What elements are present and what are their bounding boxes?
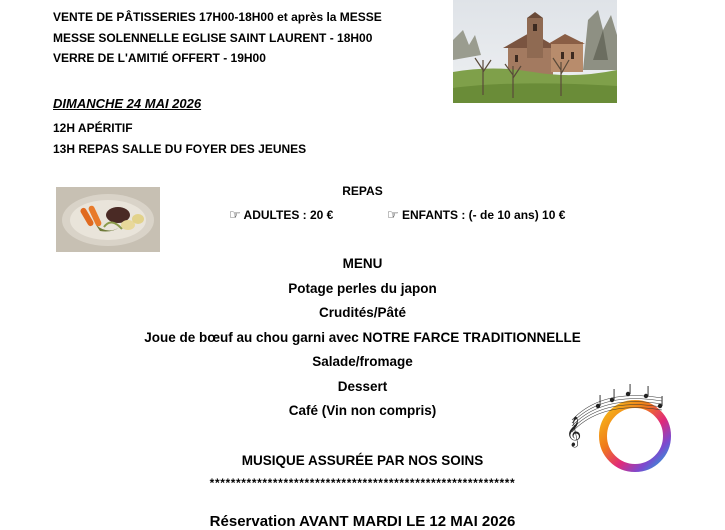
menu-title: MENU	[342, 256, 383, 271]
menu-item-1: Potage perles du japon	[288, 281, 437, 296]
menu-item-3: Joue de bœuf au chou garni avec NOTRE FARCE TRADITIONNELLE	[144, 330, 581, 345]
svg-text:𝄞: 𝄞	[566, 417, 582, 447]
repas-children	[387, 208, 565, 222]
children-price: ENFANTS : (- de 10 ans) 10 €	[402, 208, 566, 222]
menu-item-4: Salade/fromage	[312, 354, 413, 369]
sunday-line-1: 12H APÉRITIF	[53, 121, 133, 135]
menu-item-5: Dessert	[337, 379, 388, 394]
repas-adults	[229, 208, 333, 222]
menu-item-6: Café (Vin non compris)	[288, 403, 437, 418]
sunday-title: DIMANCHE 24 MAI 2026	[53, 96, 202, 111]
saturday-line-2: MESSE SOLENNELLE EGLISE SAINT LAURENT - 18H00	[53, 31, 373, 45]
music-line: MUSIQUE ASSURÉE PAR NOS SOINS	[241, 453, 484, 468]
saturday-line-3: VERRE DE L'AMITIÉ OFFERT - 19H00	[53, 51, 266, 65]
adults-price: ADULTES : 20 €	[243, 208, 334, 222]
repas-title: REPAS	[342, 184, 383, 198]
church-photo	[453, 0, 617, 103]
separator-stars: **********************************************************	[209, 476, 516, 490]
pointing-hand-icon: ☞	[229, 207, 241, 222]
menu-item-2: Crudités/Pâté	[318, 305, 407, 320]
reservation-line: Réservation AVANT MARDI LE 12 MAI 2026	[209, 513, 516, 530]
sunday-line-2: 13H REPAS SALLE DU FOYER DES JEUNES	[53, 142, 307, 156]
pointing-hand-icon: ☞	[387, 207, 399, 222]
saturday-line-1: VENTE DE PÂTISSERIES 17H00-18H00 et après la MESSE	[53, 10, 382, 24]
